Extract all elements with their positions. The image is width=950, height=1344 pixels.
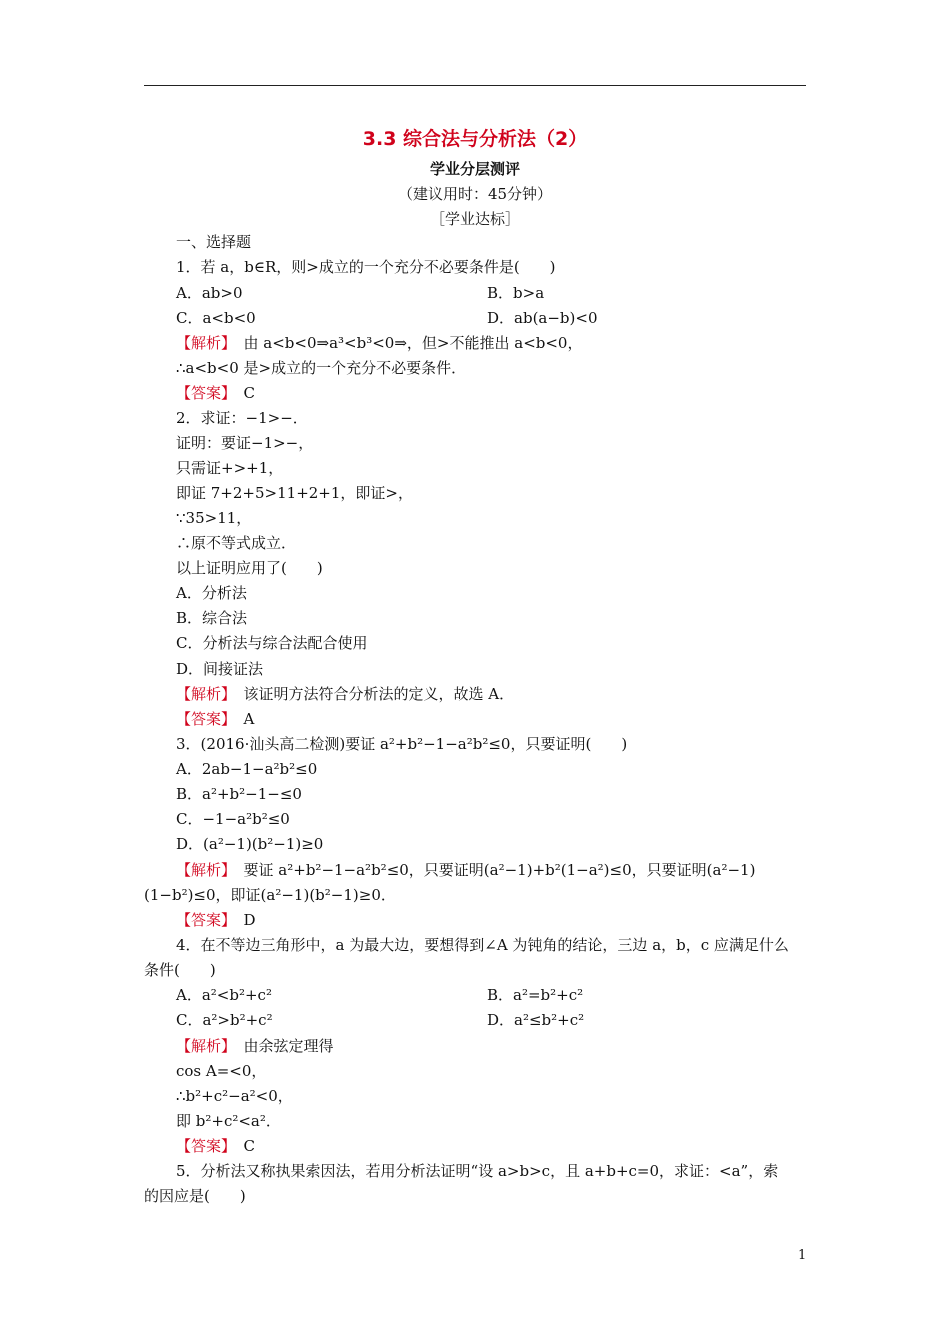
explanation-tag: 【解析】 xyxy=(176,685,229,703)
q1-explanation-cont: ∴a<b<0 是>成立的一个充分不必要条件． xyxy=(176,359,467,377)
q4-answer: 【答案】 C xyxy=(176,1137,256,1155)
question-4: 4．在不等边三角形中，a 为最大边，要想得到∠A 为钝角的结论，三边 a，b，c 应满足什么 xyxy=(176,936,789,954)
q3-explanation: 【解析】 要证 a²+b²−1−a²b²≤0，只要证明(a²−1)+b²(1−a²)≤0，只要证明(a²−1) xyxy=(176,861,756,879)
q2-option-d: D．间接证法 xyxy=(176,660,264,678)
q3-option-a: A．2ab−1−a²b²≤0 xyxy=(176,760,318,778)
q2-proof-5: ∴原不等式成立． xyxy=(176,534,297,552)
question-5: 5．分析法又称执果索因法，若用分析法证明“设 a>b>c，且 a+b+c=0，求证：<a”，索 xyxy=(176,1162,779,1180)
section-heading: 一、选择题 xyxy=(176,233,252,251)
q4-explanation: 【解析】 由余弦定理得 xyxy=(176,1037,334,1055)
question-3: 3．(2016·汕头高二检测)要证 a²+b²−1−a²b²≤0，只要证明( ) xyxy=(176,735,628,753)
q4-option-b: B．a²=b²+c² xyxy=(487,986,584,1004)
q2-option-a: A．分析法 xyxy=(176,584,247,602)
q2-proof-3: 即证 7+2+5>11+2+1，即证>， xyxy=(176,484,413,502)
q3-answer: 【答案】 D xyxy=(176,911,256,929)
suggested-time: （建议用时：45分钟） xyxy=(397,185,553,203)
q4-option-c: C．a²>b²+c² xyxy=(176,1011,273,1029)
answer-tag: 【答案】 xyxy=(176,911,229,929)
q1-option-a: A．ab>0 xyxy=(176,284,243,302)
level-label: ［学业达标］ xyxy=(429,210,520,228)
q2-explanation: 【解析】 该证明方法符合分析法的定义，故选 A． xyxy=(176,685,515,703)
q3-explanation-cont: (1−b²)≤0，即证(a²−1)(b²−1)≥0． xyxy=(144,886,396,904)
q4-option-d: D．a²≤b²+c² xyxy=(487,1011,585,1029)
q2-proof-2: 只需证+>+1， xyxy=(176,459,284,477)
page-title: 3.3 综合法与分析法（2） xyxy=(362,128,588,150)
question-5-cont: 的因应是( ) xyxy=(144,1187,246,1205)
explanation-tag: 【解析】 xyxy=(176,1037,229,1055)
q1-answer: 【答案】 C xyxy=(176,384,256,402)
q4-explanation-2: cos A=<0， xyxy=(176,1062,267,1080)
explanation-tag: 【解析】 xyxy=(176,861,229,879)
q4-explanation-3: ∴b²+c²−a²<0， xyxy=(176,1087,293,1105)
q4-explanation-4: 即 b²+c²<a²． xyxy=(176,1112,281,1130)
page-number: 1 xyxy=(798,1248,807,1263)
header-rule xyxy=(144,85,806,86)
q3-option-d: D．(a²−1)(b²−1)≥0 xyxy=(176,835,324,853)
q4-option-a: A．a²<b²+c² xyxy=(176,986,272,1004)
q2-answer: 【答案】 A xyxy=(176,710,255,728)
q1-explanation: 【解析】 由 a<b<0⇒a³<b³<0⇒，但>不能推出 a<b<0， xyxy=(176,334,583,352)
section-subtitle: 学业分层测评 xyxy=(429,160,520,178)
explanation-tag: 【解析】 xyxy=(176,334,229,352)
q2-option-c: C．分析法与综合法配合使用 xyxy=(176,634,368,652)
q1-option-d: D．ab(a−b)<0 xyxy=(487,309,598,327)
answer-tag: 【答案】 xyxy=(176,384,229,402)
q1-option-c: C．a<b<0 xyxy=(176,309,256,327)
question-2: 2．求证：−1>−． xyxy=(176,409,308,427)
q3-option-c: C．−1−a²b²≤0 xyxy=(176,810,290,828)
answer-tag: 【答案】 xyxy=(176,1137,229,1155)
q2-option-b: B．综合法 xyxy=(176,609,248,627)
q1-option-b: B．b>a xyxy=(487,284,545,302)
q2-proof-4: ∵35>11， xyxy=(176,509,252,527)
question-1: 1．若 a，b∈R，则>成立的一个充分不必要条件是( ) xyxy=(176,258,556,276)
answer-tag: 【答案】 xyxy=(176,710,229,728)
q2-prompt: 以上证明应用了( ) xyxy=(176,559,323,577)
q2-proof-1: 证明：要证−1>−， xyxy=(176,434,314,452)
q3-option-b: B．a²+b²−1−≤0 xyxy=(176,785,302,803)
question-4-cont: 条件( ) xyxy=(144,961,216,979)
